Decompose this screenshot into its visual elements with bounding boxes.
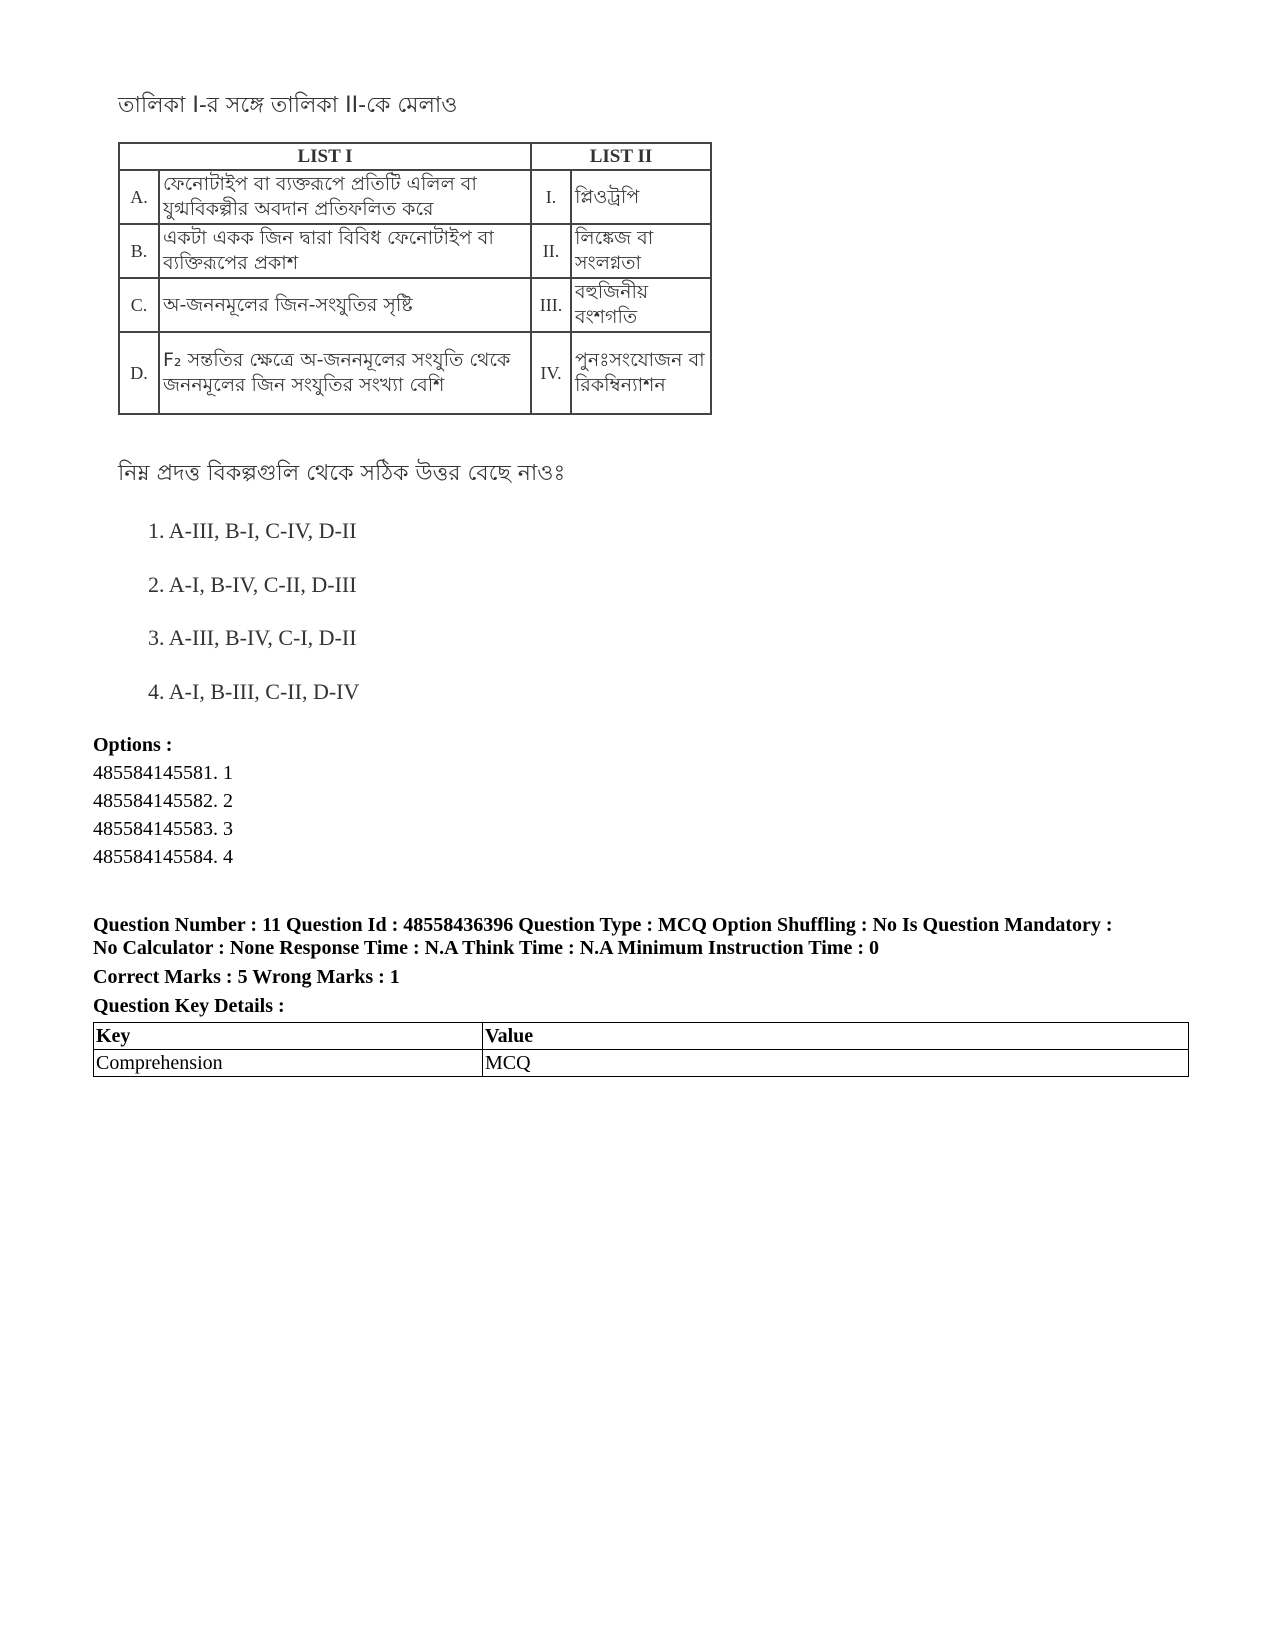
list-2-item: বহুজিনীয় বংশগতি	[571, 278, 711, 332]
option-1: 485584145581. 1	[93, 762, 233, 784]
option-2: 485584145582. 2	[93, 790, 233, 812]
list-2-key: I.	[531, 170, 571, 224]
choice-1: 1. A-III, B-I, C-IV, D-II	[148, 518, 357, 543]
question-meta-line-2: No Calculator : None Response Time : N.A Think Time : N.A Minimum Instruction Time : 0	[93, 937, 879, 959]
list-1-key: C.	[119, 278, 159, 332]
table-row	[94, 1050, 1189, 1077]
choice-4: 4. A-I, B-III, C-II, D-IV	[148, 679, 360, 704]
list-1-key: B.	[119, 224, 159, 278]
list-1-item: একটা একক জিন দ্বারা বিবিধ ফেনোটাইপ বা ব্যক্তিরূপের প্রকাশ	[159, 224, 531, 278]
table-row	[119, 224, 711, 278]
list-2-item: পুনঃসংযোজন বা রিকম্বিন্যাশন	[571, 332, 711, 414]
choice-prompt: নিম্ন প্রদত্ত বিকল্পগুলি থেকে সঠিক উত্তর বেছে নাওঃ	[118, 461, 566, 486]
list-2-header: LIST II	[531, 143, 711, 170]
list-2-key: III.	[531, 278, 571, 332]
choice-2: 2. A-I, B-IV, C-II, D-III	[148, 572, 357, 597]
key-header: Key	[94, 1023, 483, 1050]
key-details-table	[93, 1022, 1189, 1077]
match-instruction: তালিকা I-র সঙ্গে তালিকা II-কে মেলাও	[118, 93, 458, 118]
question-meta-line-1: Question Number : 11 Question Id : 48558436396 Question Type : MCQ Option Shuffling : No Is Question Mandatory :	[93, 914, 1113, 936]
list-2-key: IV.	[531, 332, 571, 414]
list-1-item: ফেনোটাইপ বা ব্যক্তরূপে প্রতিটি এলিল বা যুগ্মবিকল্পীর অবদান প্রতিফলিত করে	[159, 170, 531, 224]
list-1-item: অ-জননমূলের জিন-সংযুতির সৃষ্টি	[159, 278, 531, 332]
value-header: Value	[483, 1023, 1189, 1050]
table-row	[119, 170, 711, 224]
list-2-item: লিঙ্কেজ বা সংলগ্নতা	[571, 224, 711, 278]
choice-3: 3. A-III, B-IV, C-I, D-II	[148, 625, 357, 650]
option-4: 485584145584. 4	[93, 846, 233, 868]
options-heading: Options :	[93, 734, 173, 756]
list-2-item: প্লিওট্রপি	[571, 170, 711, 224]
table-row	[119, 278, 711, 332]
key-cell: Comprehension	[94, 1050, 483, 1077]
marks-line: Correct Marks : 5 Wrong Marks : 1	[93, 966, 400, 988]
match-table-header	[119, 143, 711, 170]
list-1-item: F₂ সন্ততির ক্ষেত্রে অ-জননমূলের সংযুতি থেকে জননমূলের জিন সংযুতির সংখ্যা বেশি	[159, 332, 531, 414]
list-1-key: A.	[119, 170, 159, 224]
key-details-heading: Question Key Details :	[93, 995, 285, 1017]
key-table-header	[94, 1023, 1189, 1050]
list-2-key: II.	[531, 224, 571, 278]
option-3: 485584145583. 3	[93, 818, 233, 840]
list-1-key: D.	[119, 332, 159, 414]
table-row	[119, 332, 711, 414]
list-1-header: LIST I	[119, 143, 531, 170]
value-cell: MCQ	[483, 1050, 1189, 1077]
match-table	[118, 142, 712, 415]
